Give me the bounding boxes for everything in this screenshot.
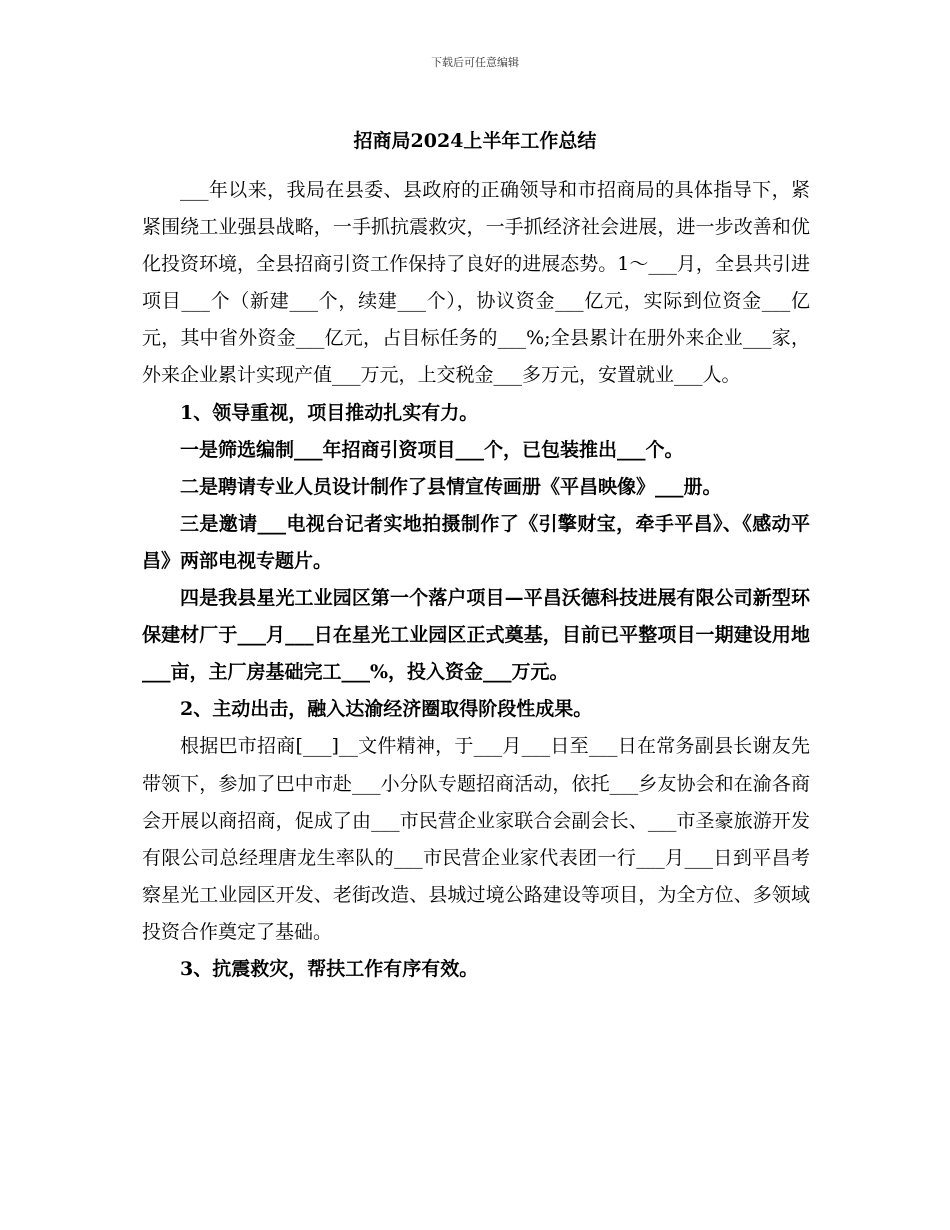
section-heading-1: 1、领导重视，项目推动扎实有力。 <box>180 401 479 424</box>
document-title: 招商局2024上半年工作总结 <box>353 130 597 152</box>
section-heading-3: 3、抗震救灾，帮扶工作有序有效。 <box>180 957 479 980</box>
document-body <box>142 172 810 988</box>
bold-paragraph-4: 四是我县星光工业园区第一个落户项目—平昌沃德科技进展有限公司新型环保建材厂于___月___日在星光工业园区正式奠基，目前已平整项目一期建设用地___亩，主厂房基础完工___%，投入资金___万元。 <box>142 587 810 684</box>
header-note: 下载后可任意编辑 <box>431 56 519 69</box>
bold-paragraph-2: 二是聘请专业人员设计制作了县情宣传画册《平昌映像》___册。 <box>180 475 722 498</box>
body-paragraph-2: 根据巴市招商[___]__文件精神，于___月___日至___日在常务副县长谢友先带领下，参加了巴中市赴___小分队专题招商活动，依托___乡友协会和在渝各商会开展以商招商，促成了由___市民营企业家联合会副会长、___市圣豪旅游开发有限公司总经理唐龙生率队的___市民营企业家代表团一行___月___日到平昌考察星光工业园区开发、老街改造、县城过境公路建设等项目，为全方位、多领域投资合作奠定了基础。 <box>142 735 810 943</box>
intro-paragraph: ___年以来，我局在县委、县政府的正确领导和市招商局的具体指导下，紧紧围绕工业强县战略，一手抓抗震救灾，一手抓经济社会进展，进一步改善和优化投资环境，全县招商引资工作保持了良好的进展态势。1～___月，全县共引进项目___个（新建___个，续建___个），协议资金___亿元，实际到位资金___亿元，其中省外资金___亿元，占目标任务的___%;全县累计在册外来企业___家，外来企业累计实现产值___万元，上交税金___多万元，安置就业___人。 <box>142 179 810 387</box>
section-heading-2: 2、主动出击，融入达渝经济圈取得阶段性成果。 <box>180 698 593 721</box>
bold-paragraph-3: 三是邀请___电视台记者实地拍摄制作了《引擎财宝，牵手平昌》、《感动平昌》两部电视专题片。 <box>142 512 810 572</box>
bold-paragraph-1: 一是筛选编制___年招商引资项目___个，已包装推出___个。 <box>180 438 684 461</box>
